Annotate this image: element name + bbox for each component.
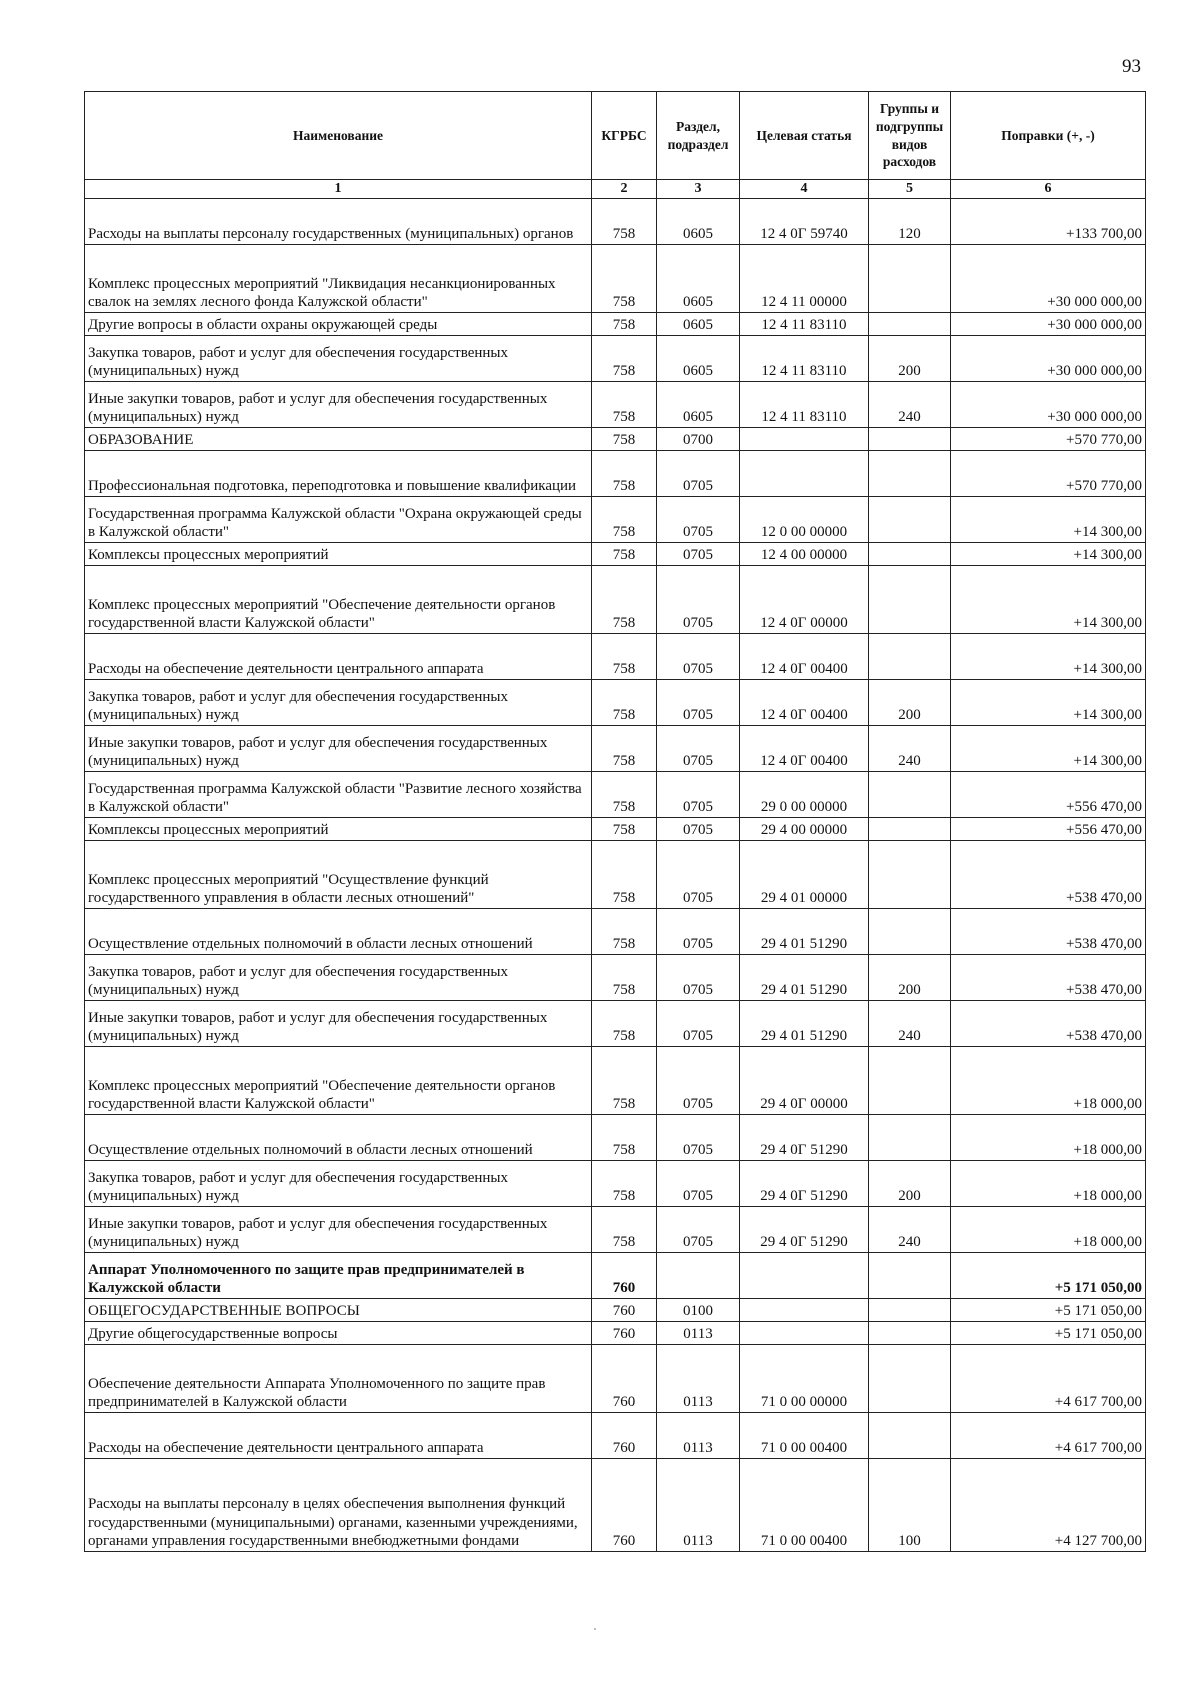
row-group bbox=[869, 1413, 951, 1459]
row-amount: +5 171 050,00 bbox=[951, 1253, 1146, 1299]
row-group bbox=[869, 497, 951, 543]
row-name: Иные закупки товаров, работ и услуг для обеспечения государственных (муниципальных) нужд bbox=[85, 1207, 592, 1253]
table-row bbox=[85, 1459, 1146, 1552]
row-amount: +30 000 000,00 bbox=[951, 245, 1146, 313]
row-target: 12 4 00 00000 bbox=[740, 543, 869, 566]
row-target: 29 4 0Г 00000 bbox=[740, 1047, 869, 1115]
row-kgrbs: 760 bbox=[592, 1253, 657, 1299]
row-name: Иные закупки товаров, работ и услуг для обеспечения государственных (муниципальных) нужд bbox=[85, 1001, 592, 1047]
row-kgrbs: 758 bbox=[592, 1115, 657, 1161]
table-row bbox=[85, 1207, 1146, 1253]
row-kgrbs: 758 bbox=[592, 543, 657, 566]
row-section: 0705 bbox=[657, 772, 740, 818]
row-group: 240 bbox=[869, 382, 951, 428]
column-number: 6 bbox=[951, 180, 1146, 199]
row-group bbox=[869, 1345, 951, 1413]
row-name: Аппарат Уполномоченного по защите прав предпринимателей в Калужской области bbox=[85, 1253, 592, 1299]
row-amount: +5 171 050,00 bbox=[951, 1299, 1146, 1322]
table-row bbox=[85, 1001, 1146, 1047]
row-name: Комплекс процессных мероприятий "Ликвидация несанкционированных свалок на землях лесного фонда Калужской области" bbox=[85, 245, 592, 313]
table-row bbox=[85, 680, 1146, 726]
table-row bbox=[85, 634, 1146, 680]
row-section: 0705 bbox=[657, 1115, 740, 1161]
row-amount: +30 000 000,00 bbox=[951, 382, 1146, 428]
row-group bbox=[869, 634, 951, 680]
row-group bbox=[869, 772, 951, 818]
row-target: 29 4 01 00000 bbox=[740, 841, 869, 909]
row-name: Профессиональная подготовка, переподготовка и повышение квалификации bbox=[85, 451, 592, 497]
row-target: 29 4 01 51290 bbox=[740, 909, 869, 955]
row-amount: +556 470,00 bbox=[951, 818, 1146, 841]
row-group bbox=[869, 245, 951, 313]
table-row bbox=[85, 428, 1146, 451]
row-amount: +5 171 050,00 bbox=[951, 1322, 1146, 1345]
table-row bbox=[85, 1161, 1146, 1207]
row-name: Осуществление отдельных полномочий в области лесных отношений bbox=[85, 1115, 592, 1161]
row-name: ОБЩЕГОСУДАРСТВЕННЫЕ ВОПРОСЫ bbox=[85, 1299, 592, 1322]
row-target: 29 4 01 51290 bbox=[740, 1001, 869, 1047]
row-amount: +18 000,00 bbox=[951, 1047, 1146, 1115]
row-group: 200 bbox=[869, 1161, 951, 1207]
row-amount: +30 000 000,00 bbox=[951, 313, 1146, 336]
row-section: 0113 bbox=[657, 1459, 740, 1552]
column-number: 1 bbox=[85, 180, 592, 199]
row-section: 0605 bbox=[657, 382, 740, 428]
row-target: 29 4 01 51290 bbox=[740, 955, 869, 1001]
row-name: Комплексы процессных мероприятий bbox=[85, 543, 592, 566]
row-section: 0113 bbox=[657, 1345, 740, 1413]
row-kgrbs: 760 bbox=[592, 1413, 657, 1459]
column-number: 3 bbox=[657, 180, 740, 199]
table-body bbox=[85, 199, 1146, 1552]
row-target: 12 4 0Г 59740 bbox=[740, 199, 869, 245]
row-amount: +4 617 700,00 bbox=[951, 1413, 1146, 1459]
row-section: 0705 bbox=[657, 566, 740, 634]
row-kgrbs: 760 bbox=[592, 1459, 657, 1552]
row-name: Осуществление отдельных полномочий в области лесных отношений bbox=[85, 909, 592, 955]
row-kgrbs: 758 bbox=[592, 428, 657, 451]
row-group bbox=[869, 1115, 951, 1161]
table-row bbox=[85, 1299, 1146, 1322]
row-target: 12 0 00 00000 bbox=[740, 497, 869, 543]
row-group bbox=[869, 313, 951, 336]
row-amount: +556 470,00 bbox=[951, 772, 1146, 818]
row-target: 12 4 0Г 00000 bbox=[740, 566, 869, 634]
header-section: Раздел, подраздел bbox=[657, 92, 740, 180]
row-amount: +14 300,00 bbox=[951, 497, 1146, 543]
row-amount: +538 470,00 bbox=[951, 909, 1146, 955]
header-target: Целевая статья bbox=[740, 92, 869, 180]
row-kgrbs: 760 bbox=[592, 1299, 657, 1322]
header-name: Наименование bbox=[85, 92, 592, 180]
row-section: 0705 bbox=[657, 1047, 740, 1115]
row-section: 0705 bbox=[657, 841, 740, 909]
row-section: 0705 bbox=[657, 726, 740, 772]
table-row bbox=[85, 1322, 1146, 1345]
row-kgrbs: 758 bbox=[592, 336, 657, 382]
row-amount: +18 000,00 bbox=[951, 1161, 1146, 1207]
row-target: 12 4 11 83110 bbox=[740, 336, 869, 382]
row-amount: +570 770,00 bbox=[951, 451, 1146, 497]
row-target: 29 4 0Г 51290 bbox=[740, 1207, 869, 1253]
row-amount: +538 470,00 bbox=[951, 841, 1146, 909]
row-kgrbs: 758 bbox=[592, 451, 657, 497]
row-group bbox=[869, 909, 951, 955]
row-kgrbs: 758 bbox=[592, 382, 657, 428]
row-group bbox=[869, 428, 951, 451]
row-target bbox=[740, 1299, 869, 1322]
header-kgrbs: КГРБС bbox=[592, 92, 657, 180]
table-header-row bbox=[85, 92, 1146, 180]
row-kgrbs: 758 bbox=[592, 772, 657, 818]
row-amount: +133 700,00 bbox=[951, 199, 1146, 245]
row-name: Расходы на выплаты персоналу в целях обеспечения выполнения функций государственными (муниципальными) органами, казенными учреждениями, органами управления государственными внебюджетными фондами bbox=[85, 1459, 592, 1552]
row-section: 0113 bbox=[657, 1322, 740, 1345]
table-row bbox=[85, 726, 1146, 772]
row-kgrbs: 758 bbox=[592, 245, 657, 313]
scan-speck bbox=[594, 1628, 596, 1630]
table-row bbox=[85, 909, 1146, 955]
row-name: Закупка товаров, работ и услуг для обеспечения государственных (муниципальных) нужд bbox=[85, 1161, 592, 1207]
header-amendments: Поправки (+, -) bbox=[951, 92, 1146, 180]
row-kgrbs: 758 bbox=[592, 1047, 657, 1115]
row-name: Комплекс процессных мероприятий "Обеспечение деятельности органов государственной власти Калужской области" bbox=[85, 1047, 592, 1115]
row-name: Комплекс процессных мероприятий "Осуществление функций государственного управления в области лесных отношений" bbox=[85, 841, 592, 909]
row-name: Комплексы процессных мероприятий bbox=[85, 818, 592, 841]
table-row bbox=[85, 841, 1146, 909]
row-group: 200 bbox=[869, 336, 951, 382]
row-group bbox=[869, 1253, 951, 1299]
row-target: 29 0 00 00000 bbox=[740, 772, 869, 818]
row-target: 12 4 11 83110 bbox=[740, 313, 869, 336]
table-row bbox=[85, 1115, 1146, 1161]
row-section: 0705 bbox=[657, 909, 740, 955]
row-amount: +14 300,00 bbox=[951, 543, 1146, 566]
row-section: 0700 bbox=[657, 428, 740, 451]
row-target: 29 4 0Г 51290 bbox=[740, 1161, 869, 1207]
row-amount: +570 770,00 bbox=[951, 428, 1146, 451]
row-section bbox=[657, 1253, 740, 1299]
row-amount: +4 127 700,00 bbox=[951, 1459, 1146, 1552]
column-number: 2 bbox=[592, 180, 657, 199]
page-number: 93 bbox=[1122, 56, 1141, 77]
row-name: Расходы на обеспечение деятельности центрального аппарата bbox=[85, 1413, 592, 1459]
row-section: 0100 bbox=[657, 1299, 740, 1322]
table-row bbox=[85, 955, 1146, 1001]
row-amount: +4 617 700,00 bbox=[951, 1345, 1146, 1413]
row-kgrbs: 760 bbox=[592, 1345, 657, 1413]
row-kgrbs: 758 bbox=[592, 1001, 657, 1047]
row-target: 71 0 00 00000 bbox=[740, 1345, 869, 1413]
budget-amendments-table bbox=[84, 91, 1146, 1552]
row-section: 0705 bbox=[657, 634, 740, 680]
table-row bbox=[85, 382, 1146, 428]
row-kgrbs: 758 bbox=[592, 841, 657, 909]
row-amount: +14 300,00 bbox=[951, 680, 1146, 726]
row-kgrbs: 758 bbox=[592, 566, 657, 634]
row-section: 0605 bbox=[657, 199, 740, 245]
row-group bbox=[869, 1322, 951, 1345]
table-row bbox=[85, 451, 1146, 497]
row-amount: +538 470,00 bbox=[951, 1001, 1146, 1047]
row-amount: +538 470,00 bbox=[951, 955, 1146, 1001]
row-name: Государственная программа Калужской области "Охрана окружающей среды в Калужской области" bbox=[85, 497, 592, 543]
row-name: Закупка товаров, работ и услуг для обеспечения государственных (муниципальных) нужд bbox=[85, 680, 592, 726]
row-amount: +14 300,00 bbox=[951, 726, 1146, 772]
row-kgrbs: 758 bbox=[592, 313, 657, 336]
row-kgrbs: 758 bbox=[592, 497, 657, 543]
row-section: 0705 bbox=[657, 1207, 740, 1253]
column-number: 4 bbox=[740, 180, 869, 199]
row-group: 120 bbox=[869, 199, 951, 245]
row-section: 0605 bbox=[657, 336, 740, 382]
row-name: Расходы на выплаты персоналу государственных (муниципальных) органов bbox=[85, 199, 592, 245]
row-name: Комплекс процессных мероприятий "Обеспечение деятельности органов государственной власти Калужской области" bbox=[85, 566, 592, 634]
table-row bbox=[85, 566, 1146, 634]
row-name: Иные закупки товаров, работ и услуг для обеспечения государственных (муниципальных) нужд bbox=[85, 382, 592, 428]
row-group bbox=[869, 1047, 951, 1115]
table-row bbox=[85, 1253, 1146, 1299]
row-name: Расходы на обеспечение деятельности центрального аппарата bbox=[85, 634, 592, 680]
row-kgrbs: 760 bbox=[592, 1322, 657, 1345]
row-section: 0605 bbox=[657, 245, 740, 313]
row-name: Другие общегосударственные вопросы bbox=[85, 1322, 592, 1345]
row-kgrbs: 758 bbox=[592, 1207, 657, 1253]
row-group bbox=[869, 566, 951, 634]
table-row bbox=[85, 313, 1146, 336]
row-name: Иные закупки товаров, работ и услуг для обеспечения государственных (муниципальных) нужд bbox=[85, 726, 592, 772]
row-kgrbs: 758 bbox=[592, 909, 657, 955]
row-group: 240 bbox=[869, 1001, 951, 1047]
row-target: 29 4 00 00000 bbox=[740, 818, 869, 841]
row-target: 12 4 0Г 00400 bbox=[740, 634, 869, 680]
row-amount: +30 000 000,00 bbox=[951, 336, 1146, 382]
table-row bbox=[85, 772, 1146, 818]
row-section: 0705 bbox=[657, 680, 740, 726]
header-groups: Группы и подгруппы видов расходов bbox=[869, 92, 951, 180]
row-target: 12 4 11 83110 bbox=[740, 382, 869, 428]
row-name: ОБРАЗОВАНИЕ bbox=[85, 428, 592, 451]
row-kgrbs: 758 bbox=[592, 199, 657, 245]
row-amount: +14 300,00 bbox=[951, 566, 1146, 634]
row-group bbox=[869, 543, 951, 566]
row-target: 12 4 11 00000 bbox=[740, 245, 869, 313]
row-section: 0705 bbox=[657, 1161, 740, 1207]
row-name: Обеспечение деятельности Аппарата Уполномоченного по защите прав предпринимателей в Калужской области bbox=[85, 1345, 592, 1413]
row-target bbox=[740, 1253, 869, 1299]
row-group: 240 bbox=[869, 1207, 951, 1253]
row-group: 200 bbox=[869, 955, 951, 1001]
row-name: Закупка товаров, работ и услуг для обеспечения государственных (муниципальных) нужд bbox=[85, 955, 592, 1001]
row-target: 12 4 0Г 00400 bbox=[740, 680, 869, 726]
row-kgrbs: 758 bbox=[592, 818, 657, 841]
row-amount: +18 000,00 bbox=[951, 1207, 1146, 1253]
row-target bbox=[740, 451, 869, 497]
table-row bbox=[85, 1345, 1146, 1413]
row-section: 0705 bbox=[657, 451, 740, 497]
row-section: 0705 bbox=[657, 1001, 740, 1047]
row-section: 0705 bbox=[657, 955, 740, 1001]
row-section: 0705 bbox=[657, 543, 740, 566]
row-name: Закупка товаров, работ и услуг для обеспечения государственных (муниципальных) нужд bbox=[85, 336, 592, 382]
table-row bbox=[85, 1413, 1146, 1459]
row-amount: +14 300,00 bbox=[951, 634, 1146, 680]
row-group bbox=[869, 818, 951, 841]
table-row bbox=[85, 336, 1146, 382]
row-target: 71 0 00 00400 bbox=[740, 1459, 869, 1552]
row-group: 240 bbox=[869, 726, 951, 772]
row-kgrbs: 758 bbox=[592, 1161, 657, 1207]
row-section: 0605 bbox=[657, 313, 740, 336]
row-group: 200 bbox=[869, 680, 951, 726]
row-target: 29 4 0Г 51290 bbox=[740, 1115, 869, 1161]
row-name: Государственная программа Калужской области "Развитие лесного хозяйства в Калужской области" bbox=[85, 772, 592, 818]
row-group bbox=[869, 451, 951, 497]
row-group bbox=[869, 841, 951, 909]
row-target: 71 0 00 00400 bbox=[740, 1413, 869, 1459]
row-amount: +18 000,00 bbox=[951, 1115, 1146, 1161]
row-kgrbs: 758 bbox=[592, 955, 657, 1001]
row-section: 0705 bbox=[657, 497, 740, 543]
row-group: 100 bbox=[869, 1459, 951, 1552]
column-number: 5 bbox=[869, 180, 951, 199]
table-row bbox=[85, 245, 1146, 313]
table-row bbox=[85, 199, 1146, 245]
row-target: 12 4 0Г 00400 bbox=[740, 726, 869, 772]
row-kgrbs: 758 bbox=[592, 680, 657, 726]
table-row bbox=[85, 818, 1146, 841]
row-group bbox=[869, 1299, 951, 1322]
row-target bbox=[740, 428, 869, 451]
row-section: 0113 bbox=[657, 1413, 740, 1459]
row-name: Другие вопросы в области охраны окружающей среды bbox=[85, 313, 592, 336]
row-kgrbs: 758 bbox=[592, 634, 657, 680]
row-section: 0705 bbox=[657, 818, 740, 841]
row-kgrbs: 758 bbox=[592, 726, 657, 772]
column-number-row bbox=[85, 180, 1146, 199]
table-row bbox=[85, 497, 1146, 543]
table-row bbox=[85, 543, 1146, 566]
row-target bbox=[740, 1322, 869, 1345]
table-row bbox=[85, 1047, 1146, 1115]
